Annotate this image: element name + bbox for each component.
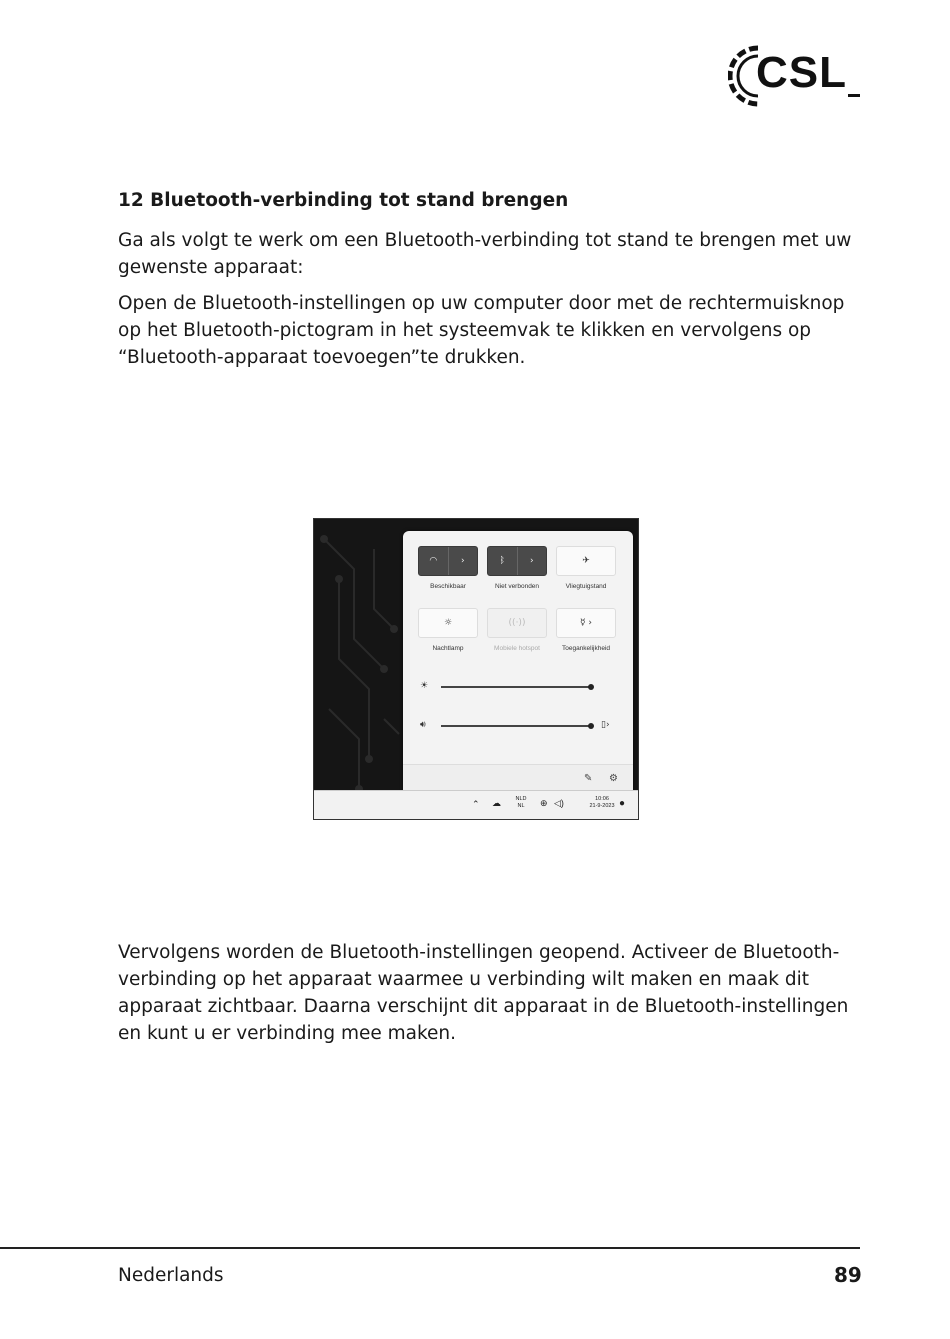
hotspot-tile[interactable]: [487, 608, 547, 638]
page-number: 89: [834, 1263, 862, 1287]
logo-text: CSL: [756, 48, 847, 97]
accessibility-label: Toegankelijkheid: [561, 645, 611, 652]
language-indicator[interactable]: NLD NL: [515, 796, 527, 809]
wifi-tile[interactable]: [418, 546, 478, 576]
hotspot-label: Mobiele hotspot: [494, 645, 540, 652]
paragraph-settings-opened: Vervolgens worden de Bluetooth-instellingen geopend. Activeer de Bluetooth-verbinding op het apparaat waarmee u verbinding wilt maken en maak dit apparaat zichtbaar. Daarna verschijnt dit apparaat in de Bluetooth-instellingen en kunt u er verbinding mee maken.: [118, 942, 849, 1044]
bluetooth-label: Niet verbonden: [494, 583, 540, 590]
paragraph-open-settings: Open de Bluetooth-instellingen op uw computer door met de rechtermuisknop op het Bluetooth-pictogram in het systeemvak te klikken en vervolgens op “Bluetooth-apparaat toevoegen”te drukken.: [118, 293, 845, 368]
footer-divider: [0, 1247, 860, 1249]
night-light-tile[interactable]: [418, 608, 478, 638]
csl-logo: [728, 42, 863, 108]
quick-settings-screenshot: [313, 518, 639, 820]
network-icon[interactable]: ⊕: [540, 798, 548, 808]
gear-icon[interactable]: ⚙: [609, 773, 618, 784]
footer-language: Nederlands: [118, 1265, 224, 1286]
clock[interactable]: 10:06 21-9-2023: [589, 796, 615, 809]
volume-slider-track[interactable]: [441, 725, 591, 727]
accessibility-icon: ☿ ›: [580, 618, 592, 628]
paragraph-intro: Ga als volgt te werk om een Bluetooth-verbinding tot stand te brengen met uw gewenste apparaat:: [118, 230, 852, 278]
accessibility-tile[interactable]: [556, 608, 616, 638]
taskbar: [314, 790, 638, 819]
brightness-slider-thumb[interactable]: [588, 684, 594, 690]
bluetooth-icon: ᛒ: [499, 556, 505, 566]
notification-icon[interactable]: ●: [619, 798, 626, 809]
audio-output-icon[interactable]: ▯›: [601, 720, 610, 730]
quick-settings-panel: [403, 531, 633, 795]
airplane-tile[interactable]: [556, 546, 616, 576]
wifi-label: Beschikbaar: [430, 583, 466, 590]
airplane-label: Vliegtuigstand: [565, 583, 607, 590]
hotspot-icon: ((·)): [508, 618, 526, 628]
chevron-right-icon[interactable]: ›: [529, 556, 534, 566]
wifi-icon: ◠: [429, 556, 438, 566]
bluetooth-tile[interactable]: [487, 546, 547, 576]
cloud-icon[interactable]: ☁: [492, 798, 501, 808]
chevron-up-icon[interactable]: ⌃: [472, 799, 480, 809]
brightness-icon: ☀: [420, 681, 429, 691]
edit-icon[interactable]: ✎: [584, 773, 593, 784]
volume-icon: 🔊︎: [420, 720, 426, 730]
night-light-label: Nachtlamp: [432, 645, 464, 652]
speaker-icon[interactable]: ◁): [554, 798, 564, 808]
section-heading: 12 Bluetooth-verbinding tot stand brengen: [118, 190, 569, 211]
airplane-icon: ✈: [582, 556, 590, 566]
volume-slider-thumb[interactable]: [588, 723, 594, 729]
brightness-slider-track[interactable]: [441, 686, 591, 688]
chevron-right-icon[interactable]: ›: [460, 556, 465, 566]
night-light-icon: ☼: [443, 618, 453, 628]
